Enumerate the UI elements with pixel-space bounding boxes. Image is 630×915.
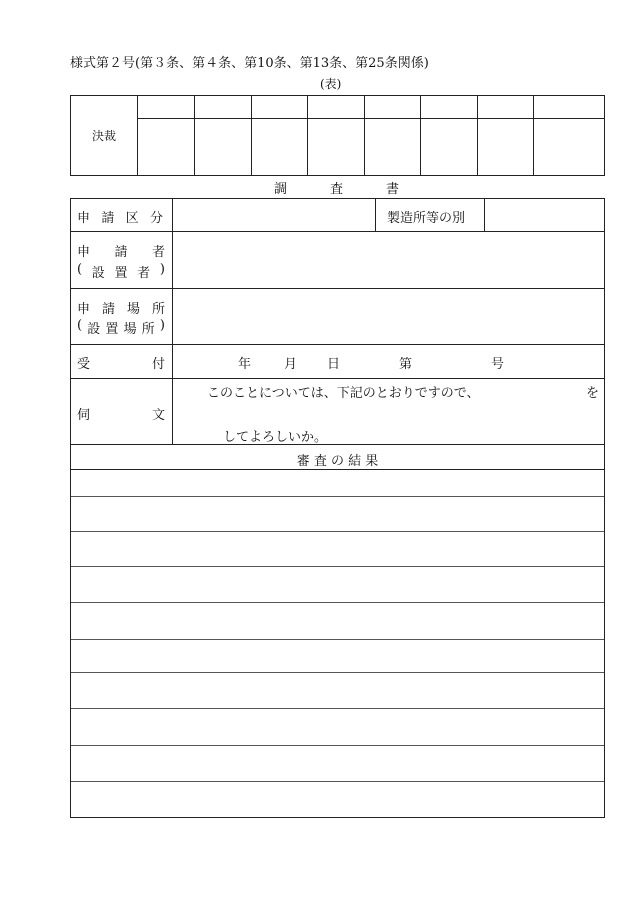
- inquiry-line-2: してよろしいか。: [223, 430, 328, 445]
- approval-column: [364, 96, 365, 175]
- approval-column: [251, 96, 252, 175]
- row-divider: [71, 469, 604, 470]
- label-char: 者: [137, 266, 151, 281]
- approval-box: [70, 95, 605, 176]
- receipt-label: [77, 353, 165, 372]
- label-char: 設: [87, 322, 101, 337]
- receipt-number-suffix: 号: [491, 357, 505, 372]
- row-divider: [71, 378, 604, 379]
- receipt-day: 日: [327, 357, 341, 372]
- label-char: (: [77, 262, 83, 277]
- label-char: 伺: [77, 408, 91, 423]
- label-char: (: [77, 318, 83, 333]
- approval-column: [420, 96, 421, 175]
- label-char: 場: [123, 322, 137, 337]
- applicant-label: [77, 241, 165, 260]
- label-char: 申: [77, 211, 91, 226]
- approval-column: [477, 96, 478, 175]
- mid-column-divider: [375, 199, 376, 231]
- document-title: [70, 178, 605, 198]
- label-char: ): [159, 262, 165, 277]
- label-char: 請: [101, 211, 115, 226]
- result-line: [71, 639, 604, 640]
- row-divider: [71, 231, 604, 232]
- row-divider: [71, 444, 604, 445]
- label-char: 請: [101, 302, 115, 317]
- label-char: 所: [141, 322, 155, 337]
- mid-column-divider: [484, 199, 485, 231]
- installer-label: [77, 262, 165, 281]
- label-char: 文: [151, 408, 165, 423]
- receipt-number-prefix: 第: [399, 357, 413, 372]
- review-result-header: 審 査 の 結 果: [296, 454, 379, 469]
- facility-type-label: 製造所等の別: [387, 211, 466, 226]
- survey-table: [70, 198, 605, 818]
- form-number: 様式第２号(第３条、第４条、第10条、第13条、第25条関係): [70, 56, 429, 71]
- approval-label: 決裁: [71, 96, 138, 175]
- inquiry-label: [77, 404, 165, 423]
- row-divider: [71, 344, 604, 345]
- label-char: 場: [126, 302, 140, 317]
- result-line: [71, 781, 604, 782]
- inquiry-line-1-end: を: [586, 386, 600, 401]
- title-char: 調: [274, 182, 288, 197]
- approval-column: [194, 96, 195, 175]
- label-char: 受: [77, 357, 91, 372]
- label-char: 申: [77, 245, 91, 260]
- result-line: [71, 708, 604, 709]
- approval-column: [533, 96, 534, 175]
- label-char: ): [159, 318, 165, 333]
- installation-location-label: [77, 318, 165, 337]
- label-char: 所: [151, 302, 165, 317]
- label-char: 付: [151, 357, 165, 372]
- application-type-label: [77, 207, 163, 226]
- label-char: 置: [105, 322, 119, 337]
- side-label: (表): [320, 77, 342, 91]
- label-char: 者: [151, 245, 165, 260]
- label-column-divider: [172, 199, 173, 444]
- label-char: 申: [77, 302, 91, 317]
- label-char: 請: [114, 245, 128, 260]
- title-char: 書: [386, 182, 400, 197]
- inquiry-line-1: このことについては、下記のとおりですので、: [207, 386, 480, 401]
- label-char: 置: [114, 266, 128, 281]
- approval-column: [307, 96, 308, 175]
- result-line: [71, 496, 604, 497]
- title-char: 査: [330, 182, 344, 197]
- label-char: 設: [91, 266, 105, 281]
- receipt-month: 月: [284, 357, 298, 372]
- result-line: [71, 566, 604, 567]
- receipt-year: 年: [238, 357, 252, 372]
- label-char: 分: [149, 211, 163, 226]
- label-char: 区: [125, 211, 139, 226]
- application-location-label: [77, 298, 165, 317]
- result-line: [71, 745, 604, 746]
- result-line: [71, 672, 604, 673]
- approval-divider: [138, 118, 604, 119]
- result-line: [71, 602, 604, 603]
- row-divider: [71, 288, 604, 289]
- result-line: [71, 531, 604, 532]
